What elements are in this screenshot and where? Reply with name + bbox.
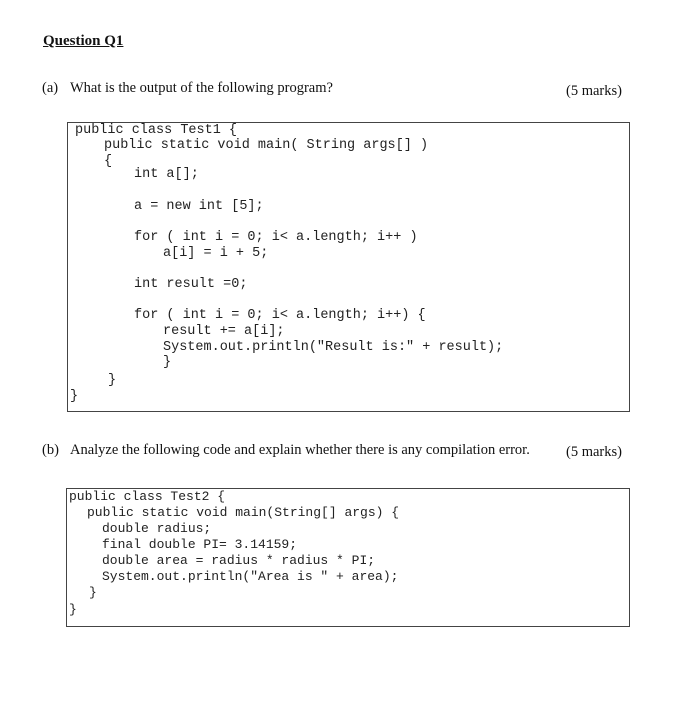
code-line: public class Test2 {	[69, 489, 226, 504]
code-line: final double PI= 3.14159;	[102, 537, 298, 552]
part-b-marks: (5 marks)	[566, 444, 622, 460]
code-line: System.out.println("Result is:" + result);	[163, 340, 504, 355]
code-block-test1	[67, 122, 630, 412]
part-a-prompt: What is the output of the following program?	[70, 80, 333, 96]
part-a-label: (a)	[42, 80, 59, 96]
code-line: }	[70, 389, 79, 404]
code-line: }	[69, 602, 77, 617]
code-line: }	[163, 355, 172, 370]
code-line: for ( int i = 0; i< a.length; i++) {	[134, 308, 426, 323]
code-line: int a[];	[134, 167, 199, 182]
part-a-marks: (5 marks)	[566, 83, 622, 99]
code-line: double radius;	[102, 521, 212, 536]
code-line: a = new int [5];	[134, 199, 264, 214]
part-b-label: (b)	[42, 442, 59, 458]
code-line: int result =0;	[134, 277, 248, 292]
part-b-prompt: Analyze the following code and explain whether there is any compilation error.	[70, 442, 530, 458]
question-title: Question Q1	[43, 33, 124, 49]
code-line: }	[89, 585, 97, 600]
code-block-test2	[66, 488, 630, 627]
code-line: public static void main(String[] args) {	[87, 505, 400, 520]
code-line: public class Test1 {	[75, 123, 238, 138]
code-line: for ( int i = 0; i< a.length; i++ )	[134, 230, 418, 245]
code-line: System.out.println("Area is " + area);	[102, 569, 399, 584]
code-line: double area = radius * radius * PI;	[102, 553, 376, 568]
code-line: result += a[i];	[163, 324, 285, 339]
code-line: {	[104, 154, 113, 169]
code-line: }	[108, 373, 117, 388]
code-line: public static void main( String args[] )	[104, 138, 429, 153]
code-line: a[i] = i + 5;	[163, 246, 269, 261]
